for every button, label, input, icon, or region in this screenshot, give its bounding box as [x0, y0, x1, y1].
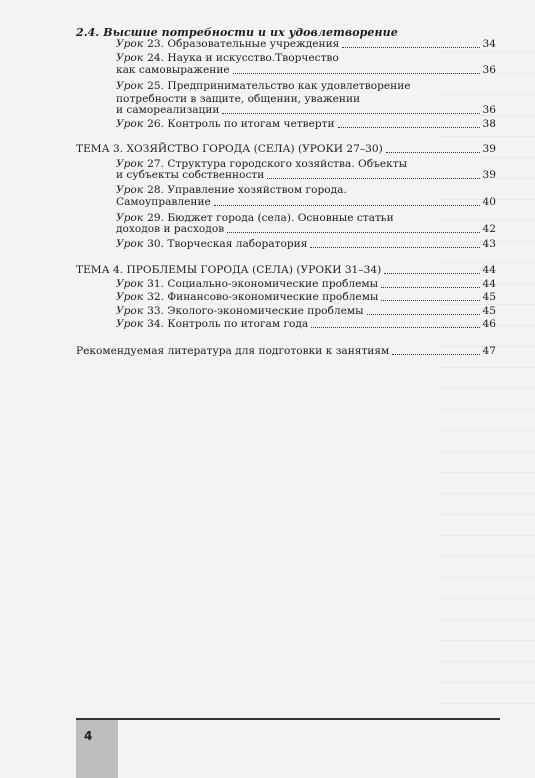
- dot-leader: [381, 299, 479, 301]
- dot-leader: [311, 326, 479, 328]
- toc-topic-text: ТЕМА 4. ПРОБЛЕМЫ ГОРОДА (СЕЛА) (УРОКИ 31–34): [76, 264, 382, 276]
- toc-entry-lesson-28-cont: [116, 195, 496, 209]
- toc-entry-lesson-24-cont: [116, 63, 496, 77]
- dot-leader: [381, 286, 479, 288]
- toc-page-number: 46: [482, 318, 496, 330]
- toc-entry-topic-4: [76, 263, 496, 277]
- toc-lesson-text: 26. Контроль по итогам четверти: [147, 118, 335, 130]
- toc-lesson-text: как самовыражение: [116, 64, 230, 76]
- toc-lesson-lead: Урок: [116, 305, 144, 317]
- toc-entry-lesson-32: [116, 290, 496, 304]
- toc-entry-topic-3: [76, 142, 496, 156]
- toc-entry-literature: [76, 344, 496, 358]
- toc-page-number: 39: [482, 143, 496, 155]
- toc-page-number: 42: [482, 223, 496, 235]
- toc-lesson-text: Самоуправление: [116, 196, 211, 208]
- toc-entry-lesson-31: [116, 277, 496, 291]
- dot-leader: [214, 204, 480, 206]
- dot-leader: [392, 353, 479, 355]
- toc-page-number: 39: [482, 169, 496, 181]
- toc-lesson-lead: Урок: [116, 52, 144, 64]
- dot-leader: [386, 151, 480, 153]
- toc-entry-lesson-25: [116, 80, 411, 93]
- toc-lesson-lead: Урок: [116, 238, 144, 250]
- toc-page-number: 44: [482, 264, 496, 276]
- dot-leader: [310, 246, 479, 248]
- dot-leader: [227, 231, 479, 233]
- toc-lesson-text: 29. Бюджет города (села). Основные статьи: [147, 212, 394, 224]
- toc-topic-text: ТЕМА 3. ХОЗЯЙСТВО ГОРОДА (СЕЛА) (УРОКИ 27–30): [76, 143, 383, 155]
- toc-entry-lesson-33: [116, 304, 496, 318]
- toc-lesson-lead: Урок: [116, 318, 144, 330]
- section-title: 2.4. Высшие потребности и их удовлетворение: [76, 26, 398, 39]
- toc-lesson-text: доходов и расходов: [116, 223, 225, 235]
- toc-lesson-lead: Урок: [116, 184, 144, 196]
- toc-lesson-lead: Урок: [116, 212, 144, 224]
- toc-page-number: 45: [482, 291, 496, 303]
- toc-lesson-text: 31. Социально-экономические проблемы: [147, 278, 379, 290]
- toc-entry-lesson-30: [116, 237, 496, 251]
- toc-entry-lesson-27-cont: [116, 168, 496, 182]
- toc-page-number: 40: [482, 196, 496, 208]
- toc-page-number: 36: [482, 104, 496, 116]
- toc-entry-lesson-25-end: [116, 103, 496, 117]
- toc-page-number: 34: [482, 38, 496, 50]
- toc-entry-lesson-23: [116, 37, 496, 51]
- toc-lesson-lead: Урок: [116, 38, 144, 50]
- toc-entry-lesson-29-cont: [116, 222, 496, 236]
- toc-lesson-text: 24. Наука и искусство.Творчество: [147, 52, 339, 64]
- toc-lesson-text: и самореализации: [116, 104, 220, 116]
- toc-page-number: 43: [482, 238, 496, 250]
- toc-lesson-text: 33. Эколого-экономические проблемы: [147, 305, 364, 317]
- toc-entry-lesson-26: [116, 117, 496, 131]
- toc-page-number: 38: [482, 118, 496, 130]
- dot-leader: [338, 126, 480, 128]
- toc-lesson-lead: Урок: [116, 118, 144, 130]
- toc-lesson-text: 27. Структура городского хозяйства. Объекты: [147, 158, 408, 170]
- toc-lesson-lead: Урок: [116, 278, 144, 290]
- toc-lesson-text: 23. Образовательные учреждения: [147, 38, 340, 50]
- toc-lesson-text: 28. Управление хозяйством города.: [147, 184, 347, 196]
- dot-leader: [342, 46, 479, 48]
- toc-lesson-text: 32. Финансово-экономические проблемы: [147, 291, 379, 303]
- toc-page-number: 36: [482, 64, 496, 76]
- toc-page-number: 47: [482, 345, 496, 357]
- toc-page-number: 45: [482, 305, 496, 317]
- page-number-box: [76, 720, 118, 778]
- toc-literature-text: Рекомендуемая литература для подготовки к занятиям: [76, 345, 390, 357]
- toc-page-number: 44: [482, 278, 496, 290]
- toc-lesson-text: 34. Контроль по итогам года: [147, 318, 309, 330]
- toc-lesson-lead: Урок: [116, 80, 144, 92]
- toc-lesson-text: 30. Творческая лаборатория: [147, 238, 308, 250]
- dot-leader: [267, 177, 479, 179]
- dot-leader: [384, 272, 479, 274]
- toc-lesson-lead: Урок: [116, 291, 144, 303]
- toc-lesson-text: потребности в защите, общении, уважении: [116, 93, 361, 105]
- toc-entry-lesson-34: [116, 317, 496, 331]
- page-number: 4: [84, 729, 93, 743]
- toc-lesson-text: и субъекты собственности: [116, 169, 265, 181]
- dot-leader: [222, 112, 479, 114]
- footer-rule: [76, 718, 500, 720]
- toc-lesson-lead: Урок: [116, 158, 144, 170]
- dot-leader: [233, 72, 480, 74]
- toc-lesson-text: 25. Предпринимательство как удовлетворение: [147, 80, 411, 92]
- dot-leader: [367, 313, 480, 315]
